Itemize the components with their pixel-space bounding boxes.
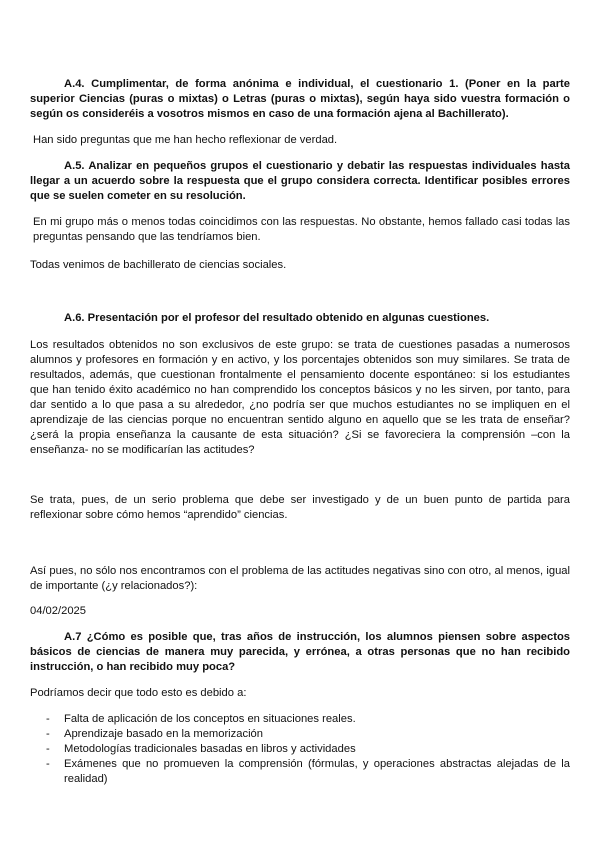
bullet-dash: -: [46, 713, 50, 725]
a5-heading: A.5. Analizar en pequeños grupos el cuestionario y debatir las respuestas individuales hasta llegar a un acuerdo sobre la respuesta que el grupo considera correcta. Identificar posibles errores que se suelen cometer en su resolución.: [30, 160, 570, 202]
list-item-text: Falta de aplicación de los conceptos en situaciones reales.: [64, 713, 356, 725]
list-item: [30, 757, 570, 787]
list-item: [30, 742, 570, 757]
a6-heading: A.6. Presentación por el profesor del resultado obtenido en algunas cuestiones.: [64, 312, 490, 324]
a7-heading: A.7 ¿Cómo es posible que, tras años de instrucción, los alumnos piensen sobre aspectos básicos de ciencias de manera muy parecida, y errónea, a otras personas que no han recibido instrucción, o han recibido muy poca?: [30, 631, 570, 673]
list-item: [30, 712, 570, 727]
a6-paragraph-2: Se trata, pues, de un serio problema que debe ser investigado y de un buen punto de partida para reflexionar sobre cómo hemos “aprendido” ciencias.: [30, 494, 570, 521]
a7-intro: Podríamos decir que todo esto es debido a:: [30, 687, 247, 699]
a6-paragraph-1: Los resultados obtenidos no son exclusivos de este grupo: se trata de cuestiones pasadas a numerosos alumnos y profesores en formación y en activo, y los porcentajes obtenidos son muy similares. Se trata de resultados, además, que cuestionan frontalmente el pensamiento docente espontáneo: si los estudiantes que han tenido éxito académico no han comprendido los conceptos básicos y no les sirven, por tanto, para dar sentido a lo que pasa a su alrededor, ¿no podría ser que muchos estudiantes no se impliquen en el aprendizaje de las ciencias porque no encuentran sentido alguno en aquello que se les trata de enseñar? ¿será la propia enseñanza la causante de esta situación? ¿Si se favoreciera la comprensión –con la enseñanza- no se modificarían las actitudes?: [30, 339, 570, 456]
a4-answer: Han sido preguntas que me han hecho reflexionar de verdad.: [33, 134, 338, 146]
bullet-dash: -: [46, 728, 50, 740]
a5-note: Todas venimos de bachillerato de ciencias sociales.: [30, 259, 287, 271]
a4-heading: A.4. Cumplimentar, de forma anónima e individual, el cuestionario 1. (Poner en la parte superior Ciencias (puras o mixtas) o Letras (puras o mixtas), según haya sido vuestra formación o según os consideréis a vosotros mismos en caso de una formación ajena al Bachillerato).: [30, 78, 570, 120]
list-item-text: Exámenes que no promueven la comprensión (fórmulas, y operaciones abstractas alejadas de la realidad): [64, 758, 570, 785]
bullet-dash: -: [46, 743, 50, 755]
a6-paragraph-3: Así pues, no sólo nos encontramos con el problema de las actitudes negativas sino con otro, al menos, igual de importante (¿y relacionados?):: [30, 565, 570, 592]
list-item-text: Aprendizaje basado en la memorización: [64, 728, 264, 740]
bullet-dash: -: [46, 758, 50, 770]
a5-answer: En mi grupo más o menos todas coincidimos con las respuestas. No obstante, hemos fallado casi todas las preguntas pensando que las tendríamos bien.: [33, 216, 570, 243]
list-item: [30, 727, 570, 742]
list-item-text: Metodologías tradicionales basadas en libros y actividades: [64, 743, 356, 755]
entry-date: 04/02/2025: [30, 605, 86, 617]
causes-list: [30, 712, 570, 787]
